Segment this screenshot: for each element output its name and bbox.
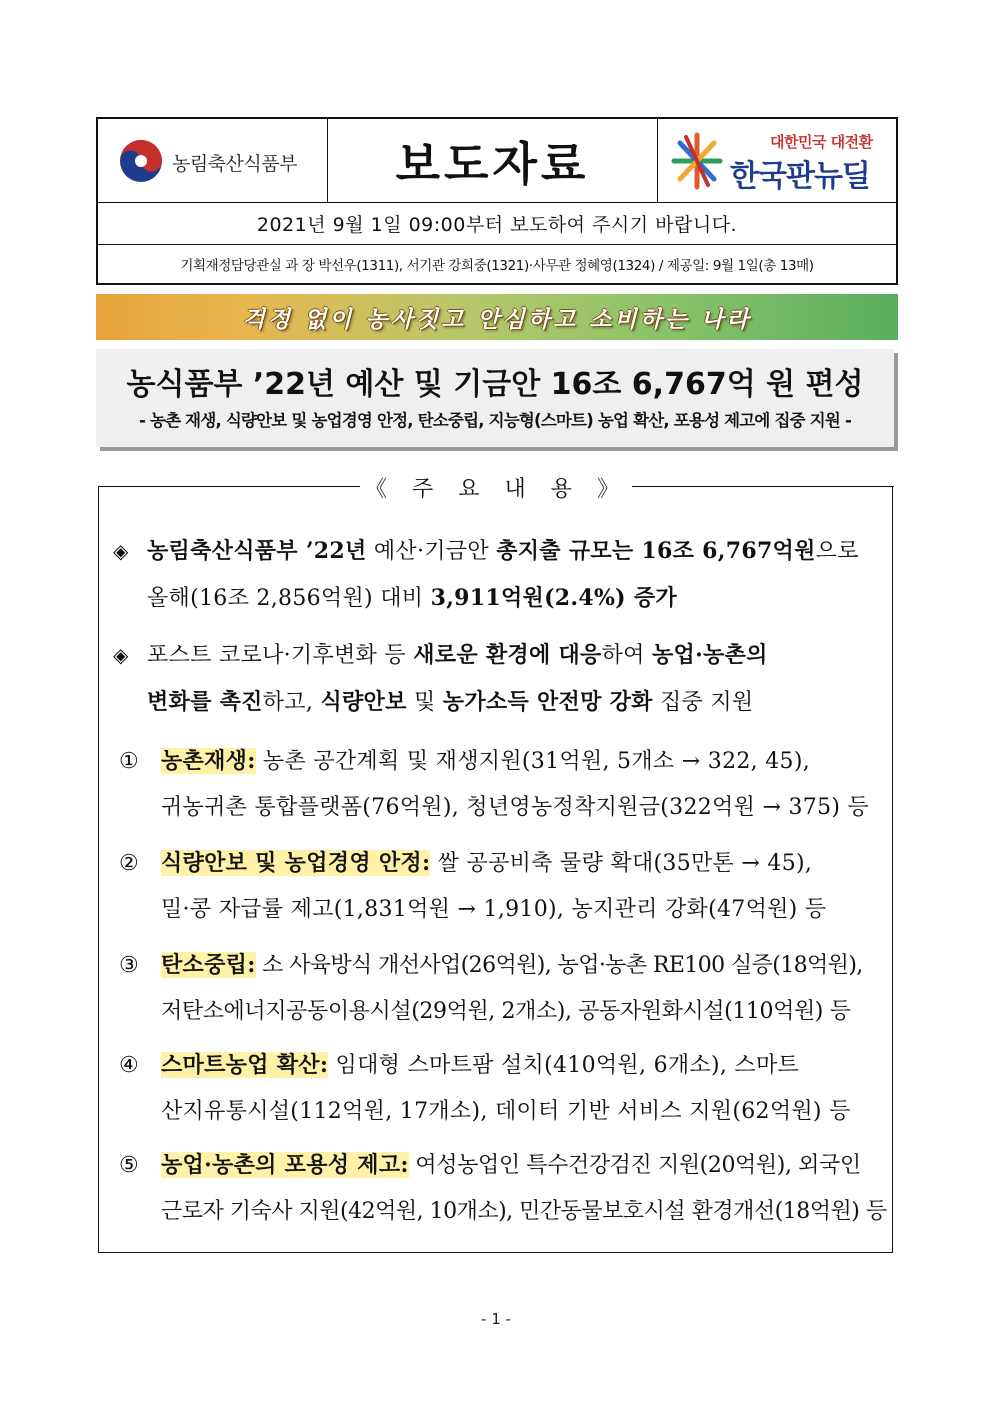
summary-item-4 xyxy=(119,1042,889,1135)
item-4-line-2: 산지유통시설(112억원, 17개소), 데이터 기반 서비스 지원(62억원) 등 xyxy=(161,1099,851,1124)
summary-bullet-1 xyxy=(113,528,888,622)
item-3-line-2: 저탄소에너지공동이용시설(29억원, 2개소), 공동자원화시설(110억원) 등 xyxy=(161,999,851,1024)
summary-item-5 xyxy=(119,1142,889,1235)
slogan-banner xyxy=(96,294,898,340)
bullet-2-text-e: 집중 지원 xyxy=(652,690,754,715)
item-number: ④ xyxy=(119,1053,140,1078)
bullet-2-bold-e: 농가소득 안전망 강화 xyxy=(442,689,653,715)
diamond-bullet-icon: ◈ xyxy=(113,539,129,563)
bullet-2-bold-d: 식량안보 xyxy=(320,689,407,715)
newdeal-logo-cell xyxy=(658,119,896,203)
bullet-2-line-2 xyxy=(113,679,888,726)
item-2-line-1 xyxy=(119,840,889,887)
slogan-text: 걱정 없이 농사짓고 안심하고 소비하는 나라 xyxy=(242,305,752,333)
item-text: 농촌 공간계획 및 재생지원(31억원, 5개소 → 322, 45), xyxy=(255,749,811,774)
item-label: 농촌재생: xyxy=(161,748,256,774)
item-1-line-1 xyxy=(119,738,889,785)
item-4-line-1 xyxy=(119,1042,889,1089)
item-text: 쌀 공공비축 물량 확대(35만톤 → 45), xyxy=(430,851,813,876)
headline-title: 농식품부 ’22년 예산 및 기금안 16조 6,767억 원 편성 xyxy=(126,367,864,402)
bullet-2-text-c: 하고, xyxy=(262,690,321,715)
headline-box xyxy=(96,349,894,447)
doc-type-title: 보도자료 xyxy=(395,137,590,191)
bullet-1-line-1 xyxy=(113,528,888,575)
item-5-line-2: 근로자 기숙사 지원(42억원, 10개소), 민간동물보호시설 환경개선(18억원) 등 xyxy=(161,1199,887,1224)
summary-top-border-left xyxy=(98,486,360,487)
summary-item-3 xyxy=(119,942,889,1035)
press-release-header xyxy=(96,117,898,285)
bullet-1-line-2 xyxy=(113,575,888,622)
item-label: 농업·농촌의 포용성 제고: xyxy=(161,1152,409,1178)
bullet-2-text-d: 및 xyxy=(406,690,443,715)
summary-top-border-right xyxy=(632,486,894,487)
taegeuk-emblem-icon xyxy=(118,138,164,184)
item-label: 식량안보 및 농업경영 안정: xyxy=(161,850,431,876)
embargo-line: 2021년 9월 1일 09:00부터 보도하여 주시기 바랍니다. xyxy=(98,203,896,245)
bullet-1-text-c: 올해(16조 2,856억원) 대비 xyxy=(147,586,431,611)
summary-item-1 xyxy=(119,738,889,831)
bullet-2-bold-a: 새로운 환경에 대응 xyxy=(413,642,602,668)
item-number: ③ xyxy=(119,953,140,978)
bullet-2-text-a: 포스트 코로나·기후변화 등 xyxy=(147,643,414,668)
bullet-2-bold-b: 농업·농촌의 xyxy=(652,642,768,668)
summary-item-2 xyxy=(119,840,889,933)
contact-line: 기획재정담당관실 과 장 박선우(1311), 서기관 강희중(1321)·사무관 정혜영(1324) / 제공일: 9월 1일(총 13매) xyxy=(180,258,814,274)
header-logo-row xyxy=(98,119,896,203)
item-number: ② xyxy=(119,851,140,876)
summary-title: 《 주 요 내 용 》 xyxy=(365,477,628,502)
item-2-line-2: 밀·콩 자급률 제고(1,831억원 → 1,910), 농지관리 강화(47억원) 등 xyxy=(161,897,827,922)
bullet-1-bold-b: 총지출 규모는 16조 6,767억원 xyxy=(496,538,816,564)
diamond-bullet-icon: ◈ xyxy=(113,643,129,667)
item-text: 소 사육방식 개선사업(26억원), 농업·농촌 RE100 실증(18억원), xyxy=(255,953,863,978)
summary-bullet-2 xyxy=(113,632,888,726)
headline-subtitle: - 농촌 재생, 식량안보 및 농업경영 안정, 탄소중립, 지능형(스마트) 농업 확산, 포용성 제고에 집중 지원 - xyxy=(138,411,852,430)
ministry-name: 농림축산식품부 xyxy=(172,153,297,175)
bullet-1-text-b: 으로 xyxy=(815,539,859,564)
item-1-line-2: 귀농귀촌 통합플랫폼(76억원), 청년영농정착지원금(322억원 → 375) 등 xyxy=(161,795,870,820)
page-number: - 1 - xyxy=(481,1310,511,1328)
item-label: 탄소중립: xyxy=(161,952,256,978)
item-text: 임대형 스마트팜 설치(410억원, 6개소), 스마트 xyxy=(328,1053,800,1078)
newdeal-star-icon xyxy=(670,131,724,191)
item-text: 여성농업인 특수건강검진 지원(20억원), 외국인 xyxy=(408,1153,861,1178)
bullet-1-bold-c: 3,911억원(2.4%) 증가 xyxy=(430,585,677,611)
item-number: ⑤ xyxy=(119,1153,140,1178)
summary-box xyxy=(98,477,893,1253)
bullet-2-bold-c: 변화를 촉진 xyxy=(147,689,263,715)
item-label: 스마트농업 확산: xyxy=(161,1052,329,1078)
item-number: ① xyxy=(119,749,140,774)
newdeal-tagline: 대한민국 대전환 xyxy=(770,133,873,151)
bullet-2-text-b: 하여 xyxy=(601,643,652,668)
item-5-line-1 xyxy=(119,1142,889,1189)
newdeal-name: 한국판뉴딜 xyxy=(730,159,870,194)
bullet-1-text-a: 예산·기금안 xyxy=(366,539,497,564)
ministry-logo-cell xyxy=(98,119,328,203)
bullet-2-line-1 xyxy=(113,632,888,679)
doc-type-cell xyxy=(328,119,658,203)
item-3-line-1 xyxy=(119,942,889,989)
bullet-1-bold-a: 농림축산식품부 ’22년 xyxy=(147,538,367,564)
